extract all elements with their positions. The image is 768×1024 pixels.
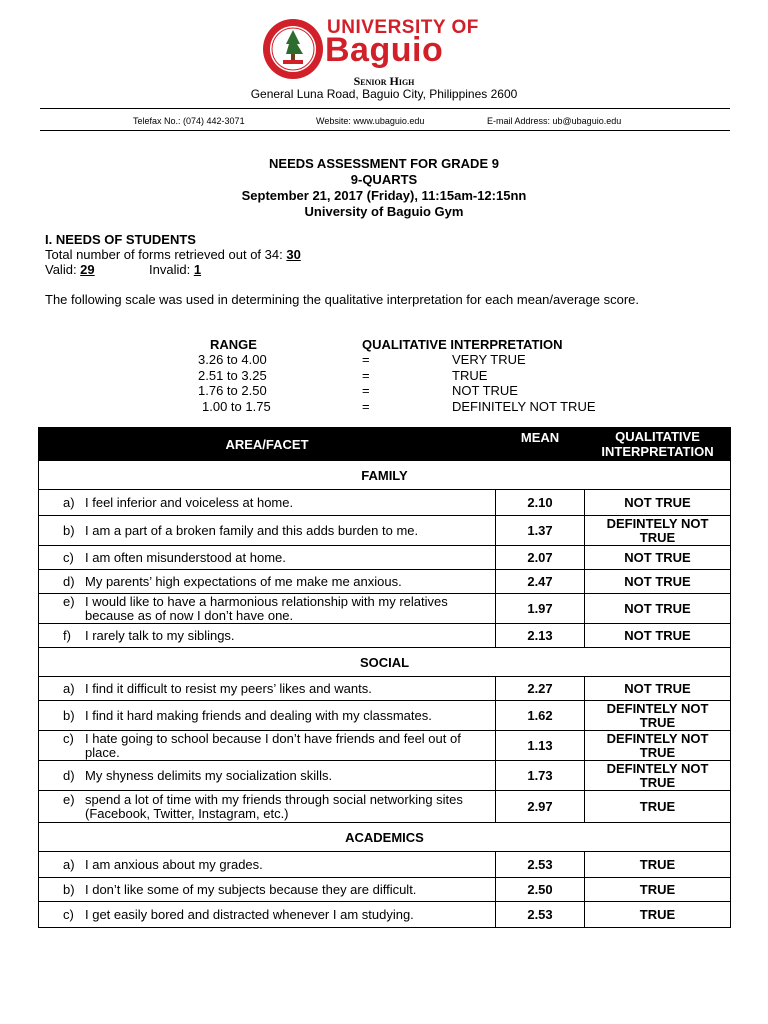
title-line3: September 21, 2017 (Friday), 11:15am-12:15nn: [241, 188, 527, 203]
item-cell: [39, 902, 496, 928]
item-cell: [39, 570, 496, 594]
letterhead: [0, 0, 768, 140]
header-rule-top: [40, 108, 730, 109]
item-mean: 1.97: [496, 594, 585, 624]
item-letter: d): [63, 573, 75, 589]
item-cell: [39, 761, 496, 791]
item-text: I don’t like some of my subjects because they are difficult.: [85, 881, 417, 897]
invalid-value: 1: [193, 262, 202, 277]
item-text: I hate going to school because I don’t have friends and feel out of place.: [85, 730, 461, 760]
university-seal-logo: [262, 18, 324, 80]
scale-paragraph: The following scale was used in determining the qualitative interpretation for each mean/average score.: [45, 292, 640, 307]
table-row: [39, 677, 731, 701]
forms-retrieved-line: [45, 247, 301, 262]
scale-range: 1.00 to 1.75: [202, 398, 271, 414]
item-letter: c): [63, 549, 74, 565]
item-text: My parents’ high expectations of me make me anxious.: [85, 573, 402, 589]
scale-range: 1.76 to 2.50: [198, 383, 267, 398]
table-row: [39, 791, 731, 823]
item-mean: 1.62: [496, 701, 585, 731]
item-interpretation: TRUE: [585, 902, 731, 928]
item-mean: 2.07: [496, 546, 585, 570]
table-body: [39, 461, 731, 928]
table-row: [39, 624, 731, 648]
scale-equals: =: [362, 398, 370, 414]
item-interpretation: NOT TRUE: [585, 546, 731, 570]
item-letter: c): [63, 730, 74, 746]
item-interpretation: TRUE: [585, 852, 731, 878]
item-letter: c): [63, 906, 74, 922]
item-letter: b): [63, 881, 75, 897]
title-line2: 9-QUARTS: [350, 172, 418, 187]
table-row: [39, 546, 731, 570]
item-cell: [39, 490, 496, 516]
item-cell: [39, 546, 496, 570]
item-interpretation: NOT TRUE: [585, 570, 731, 594]
item-text: I find it difficult to resist my peers’ likes and wants.: [85, 680, 372, 696]
table-row: [39, 761, 731, 791]
scale-equals: =: [362, 352, 370, 367]
title-line4: University of Baguio Gym: [304, 204, 464, 219]
item-interpretation: DEFINTELY NOT TRUE: [585, 516, 731, 546]
section-header-row: [39, 648, 731, 677]
scale-qi-header: QUALITATIVE INTERPRETATION: [362, 337, 563, 352]
item-letter: f): [63, 627, 71, 643]
item-letter: a): [63, 856, 75, 872]
item-interpretation: NOT TRUE: [585, 677, 731, 701]
col-area-header: AREA/FACET: [39, 428, 496, 461]
item-text: I would like to have a harmonious relationship with my relatives because as of now I don’t have one.: [85, 593, 448, 623]
table-row: [39, 490, 731, 516]
item-cell: [39, 791, 496, 823]
item-mean: 2.47: [496, 570, 585, 594]
item-interpretation: NOT TRUE: [585, 594, 731, 624]
item-text: I am a part of a broken family and this adds burden to me.: [85, 522, 419, 538]
item-mean: 1.37: [496, 516, 585, 546]
table-row: [39, 701, 731, 731]
scale-label: DEFINITELY NOT TRUE: [452, 398, 596, 414]
university-name-line2: Baguio: [325, 31, 444, 69]
scale-equals: =: [362, 367, 370, 383]
item-cell: [39, 516, 496, 546]
needs-table: [38, 427, 731, 928]
item-text: I get easily bored and distracted whenever I am studying.: [85, 906, 414, 922]
item-cell: [39, 594, 496, 624]
invalid-group: [149, 262, 201, 277]
item-interpretation: NOT TRUE: [585, 624, 731, 648]
item-letter: e): [63, 593, 75, 609]
col-qi-header: QUALITATIVE INTERPRETATION: [585, 428, 731, 461]
valid-value: 29: [80, 262, 95, 277]
table-row: [39, 902, 731, 928]
item-mean: 2.10: [496, 490, 585, 516]
item-mean: 1.13: [496, 731, 585, 761]
department-name: Senior High: [353, 74, 415, 88]
item-letter: b): [63, 707, 75, 723]
valid-invalid-line: [45, 262, 202, 277]
telefax: Telefax No.: (074) 442-3071: [133, 116, 245, 126]
item-letter: b): [63, 522, 75, 538]
item-mean: 1.73: [496, 761, 585, 791]
scale-range: 2.51 to 3.25: [198, 367, 267, 383]
section-name: FAMILY: [39, 461, 731, 490]
table-row: [39, 731, 731, 761]
invalid-label: Invalid:: [149, 262, 194, 277]
scale-label: TRUE: [452, 367, 488, 383]
item-mean: 2.50: [496, 878, 585, 902]
item-letter: d): [63, 767, 75, 783]
item-cell: [39, 677, 496, 701]
item-letter: a): [63, 494, 75, 510]
section-header-row: [39, 823, 731, 852]
item-text: My shyness delimits my socialization skills.: [85, 767, 333, 783]
valid-label: Valid:: [45, 262, 81, 277]
header-rule-bottom: [40, 130, 730, 131]
item-interpretation: DEFINTELY NOT TRUE: [585, 761, 731, 791]
item-cell: [39, 852, 496, 878]
item-mean: 2.53: [496, 902, 585, 928]
table-row: [39, 594, 731, 624]
document-title: [0, 156, 768, 220]
item-text: spend a lot of time with my friends through social networking sites (Facebook, Twitter, Instagram, etc.): [85, 791, 463, 821]
section-heading: I. NEEDS OF STUDENTS: [45, 232, 196, 247]
item-letter: a): [63, 680, 75, 696]
scale-range: 3.26 to 4.00: [198, 352, 267, 367]
section-name: SOCIAL: [39, 648, 731, 677]
scale-label: NOT TRUE: [452, 383, 518, 398]
item-mean: 2.13: [496, 624, 585, 648]
website: Website: www.ubaguio.edu: [316, 116, 425, 126]
table-header-row: [39, 428, 731, 461]
item-mean: 2.53: [496, 852, 585, 878]
forms-value: 30: [286, 247, 301, 262]
item-text: I find it hard making friends and dealing with my classmates.: [85, 707, 432, 723]
item-text: I am anxious about my grades.: [85, 856, 263, 872]
item-interpretation: TRUE: [585, 791, 731, 823]
section-header-row: [39, 461, 731, 490]
university-name-line1: UNIVERSITY OF: [327, 17, 479, 38]
item-mean: 2.27: [496, 677, 585, 701]
item-interpretation: DEFINTELY NOT TRUE: [585, 701, 731, 731]
item-text: I feel inferior and voiceless at home.: [85, 494, 294, 510]
item-cell: [39, 624, 496, 648]
university-address: General Luna Road, Baguio City, Philippines 2600: [250, 87, 518, 101]
item-text: I am often misunderstood at home.: [85, 549, 286, 565]
item-interpretation: NOT TRUE: [585, 490, 731, 516]
table-row: [39, 852, 731, 878]
scale-range-header: RANGE: [210, 337, 257, 352]
item-letter: e): [63, 791, 75, 807]
forms-label: Total number of forms retrieved out of 34:: [45, 247, 287, 262]
email: E-mail Address: ub@ubaguio.edu: [487, 116, 622, 126]
item-text: I rarely talk to my siblings.: [85, 627, 235, 643]
item-mean: 2.97: [496, 791, 585, 823]
item-cell: [39, 878, 496, 902]
table-row: [39, 570, 731, 594]
item-interpretation: DEFINTELY NOT TRUE: [585, 731, 731, 761]
scale-label: VERY TRUE: [452, 352, 526, 367]
table-row: [39, 878, 731, 902]
table-row: [39, 516, 731, 546]
section-name: ACADEMICS: [39, 823, 731, 852]
item-cell: [39, 701, 496, 731]
item-cell: [39, 731, 496, 761]
col-mean-header: MEAN: [496, 428, 585, 461]
title-line1: NEEDS ASSESSMENT FOR GRADE 9: [269, 156, 499, 171]
scale-equals: =: [362, 383, 370, 398]
item-interpretation: TRUE: [585, 878, 731, 902]
